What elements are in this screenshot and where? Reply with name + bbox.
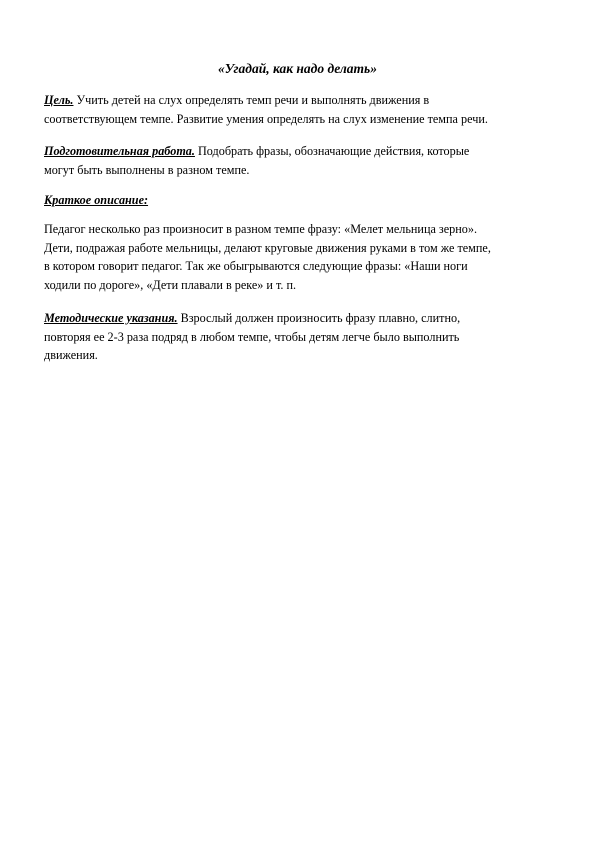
guidelines-label: Методические указания. bbox=[44, 311, 178, 325]
preparation-line-1 bbox=[44, 142, 556, 161]
description-line-1: Педагог несколько раз произносит в разном темпе фразу: «Мелет мельница зерно». bbox=[44, 222, 478, 236]
short-description-heading-block bbox=[44, 191, 556, 210]
description-paragraph bbox=[44, 220, 556, 294]
page-title: «Угадай, как надо делать» bbox=[218, 61, 377, 76]
preparation-text-1: Подобрать фразы, обозначающие действия, которые bbox=[194, 144, 470, 158]
preparation-text-2: могут быть выполнены в разном темпе. bbox=[44, 162, 250, 177]
preparation-label: Подготовительная работа. bbox=[44, 144, 195, 158]
guidelines-text-2: повторяя ее 2-3 раза подряд в любом темпе, чтобы детям легче было выполнить bbox=[44, 329, 460, 344]
goal-label: Цель. bbox=[44, 93, 74, 107]
goal-text-1: Учить детей на слух определять темп речи и выполнять движения в bbox=[73, 93, 430, 107]
guidelines-paragraph bbox=[44, 309, 556, 365]
guidelines-text-1: Взрослый должен произносить фразу плавно, слитно, bbox=[177, 311, 461, 325]
description-line-3: в котором говорит педагог. Так же обыгрываются следующие фразы: «Наши ноги bbox=[44, 259, 468, 273]
preparation-paragraph bbox=[44, 142, 556, 179]
goal-paragraph bbox=[44, 91, 556, 128]
guidelines-text-3: движения. bbox=[44, 348, 98, 362]
description-line-2: Дети, подражая работе мельницы, делают круговые движения руками в том же темпе, bbox=[44, 240, 491, 255]
goal-text-2: соответствующем темпе. Развитие умения определять на слух изменение темпа речи. bbox=[44, 111, 488, 126]
description-line-4: ходили по дороге», «Дети плавали в реке» и т. п. bbox=[44, 277, 297, 292]
guidelines-line-1 bbox=[44, 309, 556, 328]
short-description-heading: Краткое описание: bbox=[44, 193, 149, 207]
goal-line-1 bbox=[44, 91, 556, 110]
